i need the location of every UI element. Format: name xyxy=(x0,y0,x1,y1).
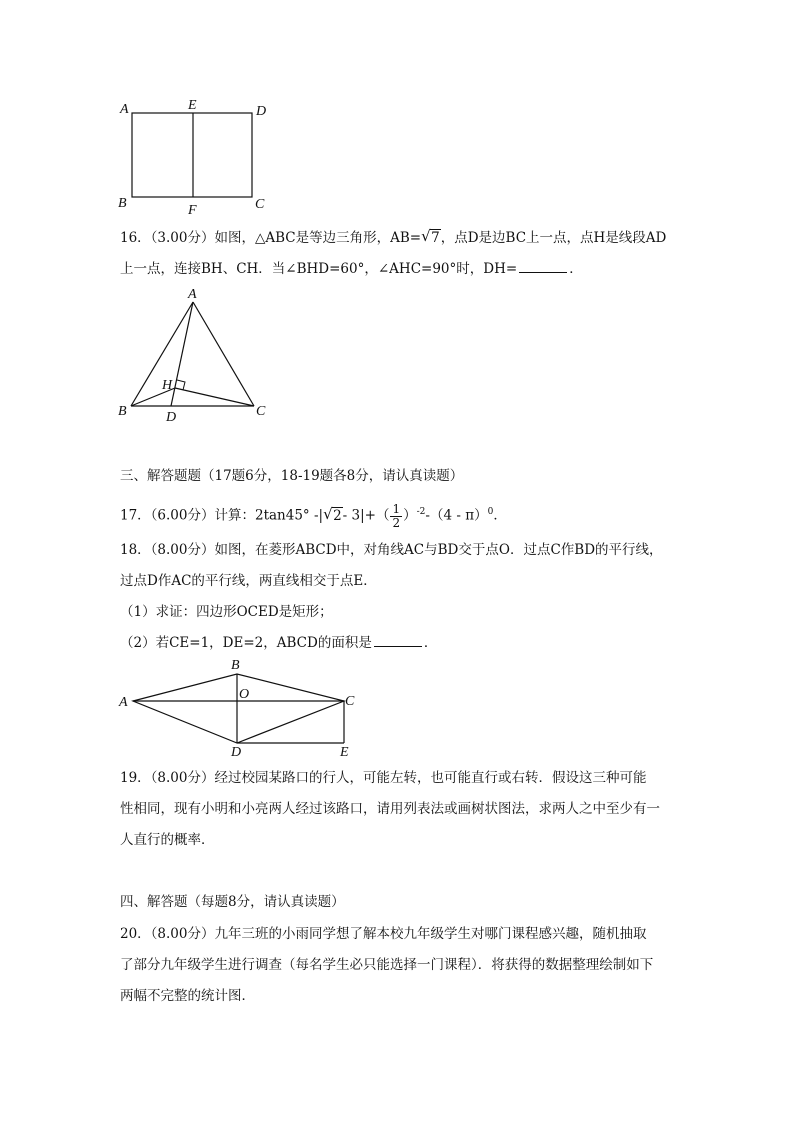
rectangle-abcd xyxy=(132,113,252,197)
sqrt-7: √ 7 xyxy=(421,228,441,248)
sqrt-2: √ 2 xyxy=(323,503,343,529)
question-16-line-1 xyxy=(120,228,666,248)
point-label-d: D xyxy=(166,410,177,424)
point-label-d: D xyxy=(231,745,242,760)
point-label-b: B xyxy=(118,196,127,211)
answer-blank xyxy=(374,634,422,647)
point-label-e: E xyxy=(188,98,197,113)
segment-ad xyxy=(171,302,193,406)
segment-ch xyxy=(175,388,254,406)
rhombus-abcd xyxy=(133,674,344,743)
q16-text-c: ，点D是边BC上一点，点H是线段AD xyxy=(440,230,667,246)
point-label-o: O xyxy=(239,687,250,702)
question-20-line-3: 两幅不完整的统计图． xyxy=(120,988,255,1004)
rectangle-figure xyxy=(112,96,272,220)
rhombus-figure xyxy=(112,654,362,760)
question-18-part-2: （2）若CE=1，DE=2，ABCD的面积是 ． xyxy=(120,635,438,651)
point-label-a: A xyxy=(119,695,128,710)
point-label-h: H xyxy=(162,378,173,393)
point-label-c: C xyxy=(255,197,265,212)
point-label-b: B xyxy=(118,404,127,419)
triangle-figure xyxy=(112,284,272,424)
q16-text-line2: 上一点，连接BH、CH．当∠BHD=60°，∠AHC=90°时，DH= xyxy=(120,261,518,277)
point-label-b: B xyxy=(231,658,240,673)
question-18-line-2: 过点D作AC的平行线，两直线相交于点E． xyxy=(120,573,377,589)
question-19-line-2: 性相同，现有小明和小亮两人经过该路口，请用列表法或画树状图法，求两人之中至少有一 xyxy=(120,801,660,817)
section-4-heading: 四、解答题（每题8分，请认真读题） xyxy=(120,894,345,910)
question-18-line-1: 18．（8.00分）如图，在菱形ABCD中，对角线AC与BD交于点O．过点C作BD的平行线， xyxy=(120,542,663,558)
question-18-part-1: （1）求证：四边形OCED是矩形； xyxy=(120,604,333,620)
question-19-line-3: 人直行的概率． xyxy=(120,832,215,848)
section-3-heading: 三、解答题题（17题6分，18-19题各8分，请认真读题） xyxy=(120,468,464,484)
q16-text-a: 16．（3.00分）如图，△ABC是等边三角形，AB= xyxy=(120,230,422,246)
question-16-line-2: 上一点，连接BH、CH．当∠BHD=60°，∠AHC=90°时，DH= ． xyxy=(120,261,583,277)
point-label-d: D xyxy=(256,104,267,119)
answer-blank xyxy=(519,260,567,273)
point-label-a: A xyxy=(120,102,129,117)
point-label-f: F xyxy=(188,203,197,218)
point-label-c: C xyxy=(256,404,266,419)
question-17: 17．（6.00分）计算：2tan45° -|√ 2- 3|+（ $\frac{1}{2}$ ）$^{-2}$-（4 - π）$^0$． xyxy=(120,499,507,530)
fraction-one-half: $\frac{1}{2}$ xyxy=(392,501,401,530)
point-label-e: E xyxy=(340,745,349,760)
question-20-line-2: 了部分九年级学生进行调查（每名学生必只能选择一门课程）．将获得的数据整理绘制如下 xyxy=(120,957,654,973)
question-19-line-1: 19．（8.00分）经过校园某路口的行人，可能左转，也可能直行或右转．假设这三种可能 xyxy=(120,770,647,786)
point-label-a: A xyxy=(188,287,197,302)
question-20-line-1: 20．（8.00分）九年三班的小雨同学想了解本校九年级学生对哪门课程感兴趣，随机抽取 xyxy=(120,926,647,942)
point-label-c: C xyxy=(345,694,355,709)
side-ac xyxy=(193,302,254,406)
